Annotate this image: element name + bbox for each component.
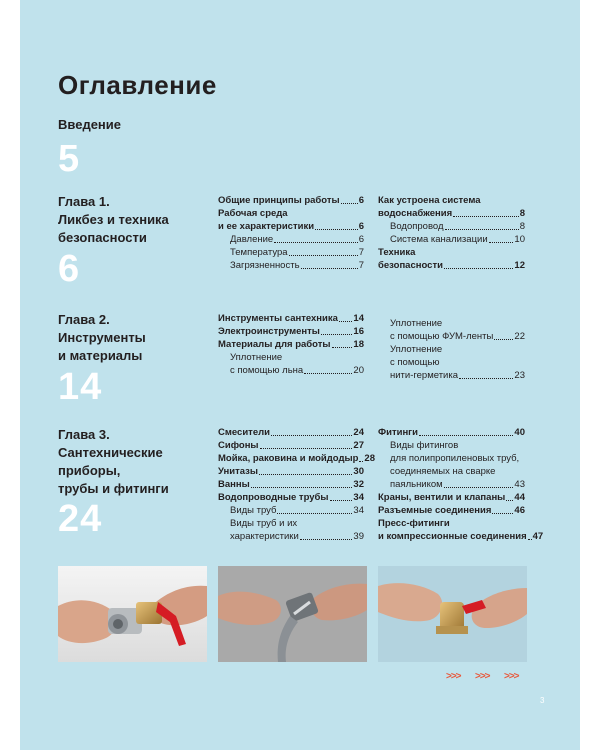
toc-entry-label: и ее характеристики [218,221,315,232]
toc-entry-label: характеристики [230,531,299,542]
toc-entry-page: 10 [514,234,525,245]
toc-entry-label: Электроинструменты [218,326,320,337]
toc-entry-page: 40 [514,427,525,438]
toc-entry-page: 16 [353,326,364,337]
chapter-3-entries-right [378,426,544,543]
toc-entry-page: 7 [358,247,364,258]
toc-entry-page: 34 [353,505,364,516]
chapter-3-entries-left [218,426,375,543]
dot-leader [444,268,513,269]
toc-entry-label: Водопровод [390,221,444,232]
toc-entry-page: 39 [353,531,364,542]
toc-entry-label: Водопроводные трубы [218,492,329,503]
chapter-heading-line: трубы и фитинги [58,481,169,496]
chapter-1-page-number: 6 [58,248,81,290]
toc-entry-text: соединяемых на сварке [390,466,496,477]
toc-entry [218,259,364,272]
toc-entry-page: 12 [514,260,525,271]
chapter-1-heading [58,193,169,247]
toc-entry [218,338,364,351]
toc-entry [378,259,525,272]
toc-entry-label: с помощью льна [230,365,304,376]
toc-entry [218,465,364,478]
toc-entry-text: Виды фитингов [390,440,459,451]
chapter-2-heading [58,311,146,365]
toc-entry-page: 22 [514,331,525,342]
dot-leader [271,435,352,436]
dot-leader [494,339,513,340]
chapter-3-page-number: 24 [58,498,103,540]
toc-entry-page: 47 [532,531,544,542]
toc-entry [218,194,364,207]
toc-entry-label: Мойка, раковина и мойдодыр [218,453,359,464]
toc-entry-page: 6 [358,221,364,232]
dot-leader [506,500,513,501]
dot-leader [251,487,353,488]
intro-page-number: 5 [58,138,81,180]
toc-entry [378,369,525,382]
arrow-icon: >>> [446,671,461,682]
toc-entry [378,207,525,220]
chapter-heading-line: приборы, [58,463,121,478]
toc-entry [218,233,364,246]
chapter-heading-line: Глава 2. [58,312,110,327]
dot-leader [459,378,513,379]
toc-entry-text: для полипропиленовых труб, [390,453,520,464]
toc-entry-label: Общие принципы работы [218,195,340,206]
hands-fitting-photo [378,566,527,662]
toc-entry-label: Материалы для работы [218,339,331,350]
toc-entry [218,452,375,465]
toc-entry [218,325,364,338]
toc-entry [218,504,364,517]
arrow-icon: >>> [504,671,519,682]
toc-entry-text: Уплотнение [390,318,443,329]
dot-leader [489,242,514,243]
toc-entry [378,478,525,491]
toc-entry-label: с помощью ФУМ-ленты [390,331,494,342]
toc-entry [378,491,525,504]
dot-leader [453,216,519,217]
dot-leader [339,321,352,322]
toc-entry-page: 43 [514,479,525,490]
chapter-2-page-number: 14 [58,366,103,408]
hands-valve-photo [58,566,207,662]
dot-leader [359,461,363,462]
toc-entry-label: Ванны [218,479,250,490]
toc-entry-page: 23 [514,370,525,381]
chapter-heading-line: Ликбез и техника [58,212,169,227]
chapter-heading-line: и материалы [58,348,143,363]
toc-entry-text: Виды труб и их [230,518,298,529]
toc-entry-label: Разъемные соединения [378,505,492,516]
toc-entry-label: Виды труб [230,505,277,516]
dot-leader [260,448,353,449]
chapter-heading-line: безопасности [58,230,147,245]
toc-page [20,0,580,750]
dot-leader [289,255,358,256]
toc-entry [218,439,364,452]
chapter-2-entries-right [378,317,525,382]
intro-heading: Введение [58,117,121,132]
toc-entry-page: 7 [358,260,364,271]
toc-entry-label: паяльником [390,479,443,490]
toc-entry-page: 27 [353,440,364,451]
toc-entry-label: Фитинги [378,427,418,438]
chapter-heading-line: Глава 3. [58,427,110,442]
toc-entry-page: 6 [358,195,364,206]
dot-leader [304,373,352,374]
dot-leader [301,268,358,269]
toc-entry-page: 20 [353,365,364,376]
toc-entry-page: 14 [353,313,364,324]
dot-leader [492,513,513,514]
toc-entry-page: 32 [353,479,364,490]
toc-entry-label: нити-герметика [390,370,459,381]
toc-entry [378,233,525,246]
toc-entry-page: 8 [519,221,525,232]
toc-entry [218,426,364,439]
dot-leader [419,435,513,436]
toc-entry-text: Уплотнение [230,352,283,363]
hands-hose-photo [218,566,367,662]
dot-leader [274,242,357,243]
toc-entry-label: Инструменты сантехника [218,313,338,324]
toc-entry [378,426,525,439]
dot-leader [332,347,353,348]
toc-entry-label: Температура [230,247,288,258]
dot-leader [321,334,353,335]
toc-entry-label: водоснабжения [378,208,453,219]
dot-leader [444,487,514,488]
toc-entry [218,364,364,377]
dot-leader [277,513,352,514]
toc-entry [378,220,525,233]
chapter-1-entries-right [378,194,525,272]
toc-entry-page: 24 [353,427,364,438]
toc-entry [218,491,364,504]
toc-entry-text: Как устроена система [378,195,481,206]
page-number: 3 [540,696,545,705]
dot-leader [300,539,353,540]
chapter-1-entries-left [218,194,364,272]
arrow-icon: >>> [475,671,490,682]
dot-leader [445,229,519,230]
toc-entry-label: и компрессионные соединения [378,531,527,542]
dot-leader [330,500,353,501]
toc-entry-label: Унитазы [218,466,259,477]
toc-entry [218,312,364,325]
toc-entry-page: 28 [364,453,375,464]
toc-entry-page: 44 [514,492,525,503]
toc-entry-label: Смесители [218,427,270,438]
dot-leader [259,474,352,475]
toc-entry-label: Сифоны [218,440,259,451]
toc-entry [218,246,364,259]
toc-entry-page: 30 [353,466,364,477]
toc-entry-label: Система канализации [390,234,488,245]
chapter-heading-line: Инструменты [58,330,146,345]
toc-entry-page: 8 [519,208,525,219]
toc-entry-text: с помощью [390,357,440,368]
toc-entry [218,220,364,233]
chapter-2-entries-left [218,312,364,377]
toc-entry-label: Давление [230,234,274,245]
toc-entry-page: 34 [353,492,364,503]
toc-entry [218,478,364,491]
page-title: Оглавление [58,70,217,100]
toc-entry [218,530,364,543]
chapter-heading-line: Сантехнические [58,445,163,460]
toc-entry-label: безопасности [378,260,443,271]
chapter-heading-line: Глава 1. [58,194,110,209]
dot-leader [528,539,532,540]
toc-entry [378,504,525,517]
toc-entry-page: 6 [358,234,364,245]
toc-entry-page: 18 [353,339,364,350]
dot-leader [315,229,358,230]
toc-entry-label: Загрязненность [230,260,300,271]
toc-entry [378,530,544,543]
toc-entry [378,330,525,343]
dot-leader [341,203,358,204]
toc-entry-text: Пресс-фитинги [378,518,450,529]
toc-entry-page: 46 [514,505,525,516]
toc-entry-text: Уплотнение [390,344,443,355]
toc-entry-text: Техника [378,247,416,258]
toc-entry-label: Краны, вентили и клапаны [378,492,506,503]
chapter-3-heading [58,426,169,498]
toc-entry-text: Рабочая среда [218,208,288,219]
